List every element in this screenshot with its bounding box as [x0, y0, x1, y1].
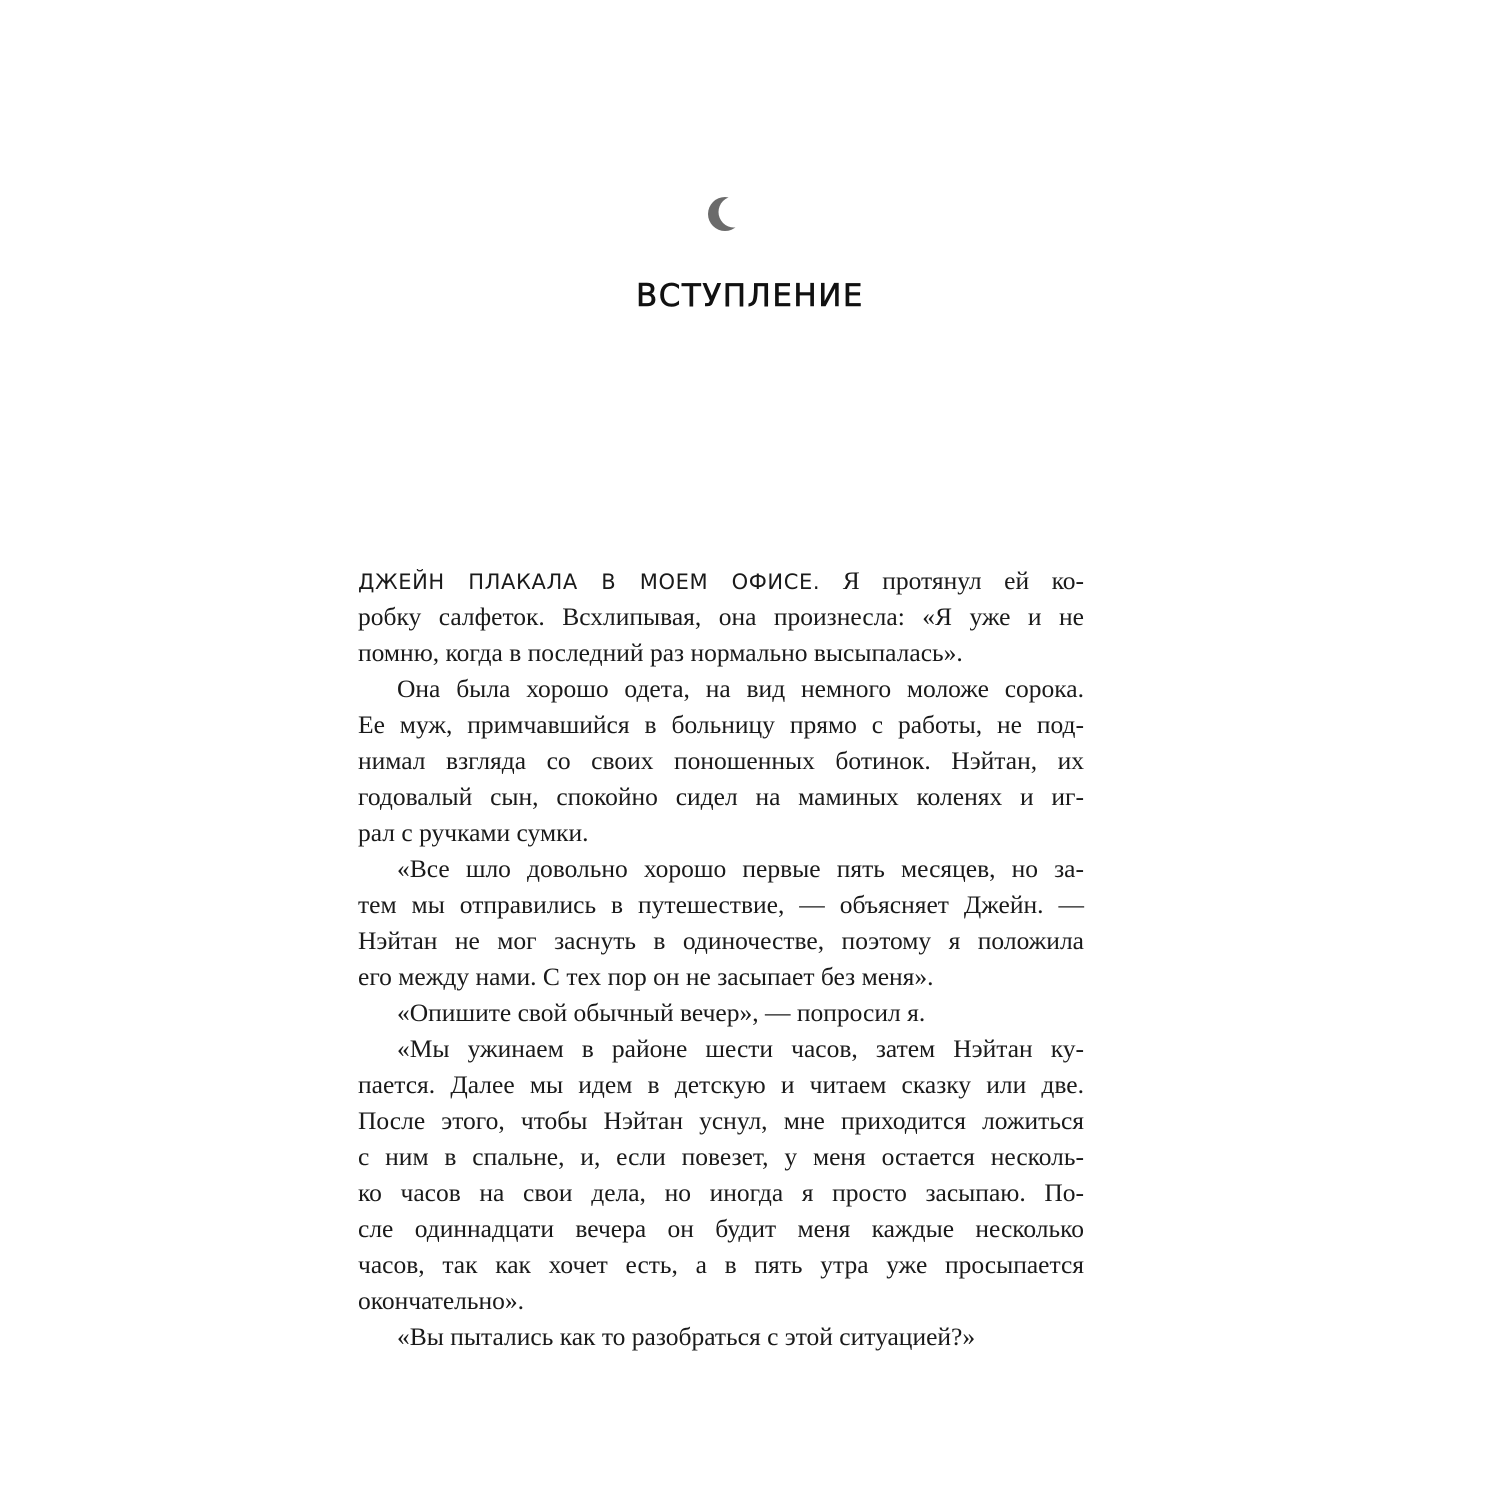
chapter-body	[358, 563, 1084, 1355]
text-line: «Опишите свой обычный вечер», — попросил я.	[397, 998, 926, 1027]
text-line: «Все шло довольно хорошо первые пять месяцев, но за-	[397, 854, 1084, 883]
text-line: робку салфеток. Всхлипывая, она произнесла: «Я уже и не	[358, 602, 1084, 631]
text-line: окончательно».	[358, 1286, 525, 1315]
text-line: рал с ручками сумки.	[358, 818, 589, 847]
chapter-title: ВСТУПЛЕНИЕ	[635, 278, 865, 314]
text-line: часов, так как хочет есть, а в пять утра уже просыпается	[358, 1250, 1084, 1279]
text-line: Нэйтан не мог заснуть в одиночестве, поэтому я положила	[358, 926, 1084, 955]
text-line: тем мы отправились в путешествие, — объясняет Джейн. —	[358, 890, 1084, 919]
text-line: ДЖЕЙН ПЛАКАЛА В МОЕМ ОФИСЕ. Я протянул ей ко-	[358, 566, 1084, 595]
text-line: пается. Далее мы идем в детскую и читаем сказку или две.	[358, 1070, 1084, 1099]
lead-in-caps: ДЖЕЙН ПЛАКАЛА В МОЕМ ОФИСЕ.	[358, 570, 821, 594]
text-line: «Вы пытались как то разобраться с этой ситуацией?»	[397, 1322, 976, 1351]
text-line: ко часов на свои дела, но иногда я просто засыпаю. По-	[358, 1178, 1084, 1207]
text-line: После этого, чтобы Нэйтан уснул, мне приходится ложиться	[358, 1106, 1084, 1135]
text-line: годовалый сын, спокойно сидел на маминых коленях и иг-	[358, 782, 1084, 811]
text-line: помню, когда в последний раз нормально высыпалась».	[358, 638, 963, 667]
crescent-moon-icon	[704, 193, 746, 235]
text-line: нимал взгляда со своих поношенных ботинок. Нэйтан, их	[358, 746, 1084, 775]
text-line: сле одиннадцати вечера он будит меня каждые несколько	[358, 1214, 1084, 1243]
text-line: Она была хорошо одета, на вид немного моложе сорока.	[397, 674, 1084, 703]
text-line: «Мы ужинаем в районе шести часов, затем Нэйтан ку-	[397, 1034, 1084, 1063]
text-line: Ее муж, примчавшийся в больницу прямо с работы, не под-	[358, 710, 1084, 739]
text-line: с ним в спальне, и, если повезет, у меня остается несколь-	[358, 1142, 1084, 1171]
text-line: его между нами. С тех пор он не засыпает без меня».	[358, 962, 934, 991]
